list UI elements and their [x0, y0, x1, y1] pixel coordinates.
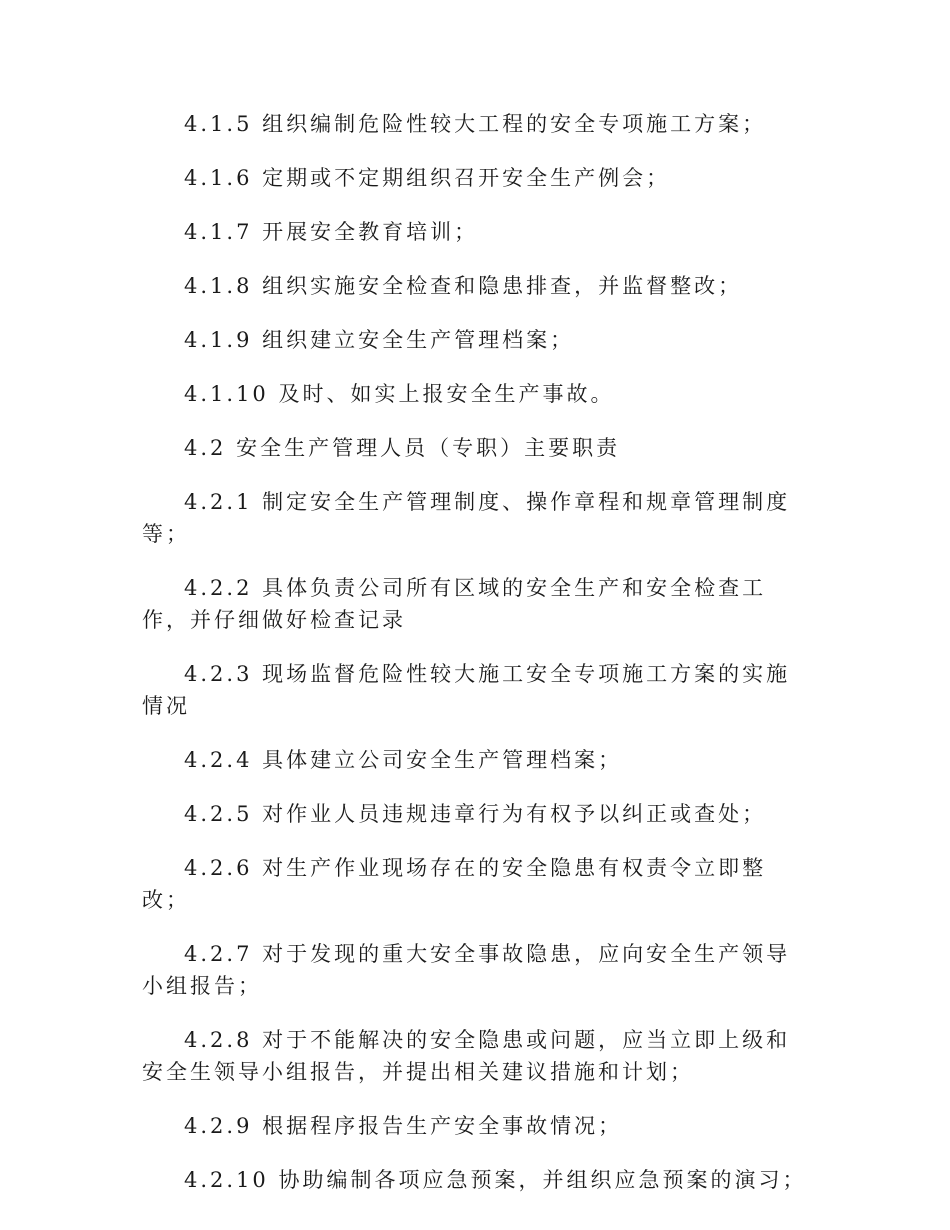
- paragraph-4-1-6: 4.1.6 定期或不定期组织召开安全生产例会；: [184, 166, 671, 190]
- section-heading-4-2: 4.2 安全生产管理人员（专职）主要职责: [184, 436, 621, 460]
- paragraph-4-2-2: 4.2.2 具体负责公司所有区域的安全生产和安全检查工作，并仔细做好检查记录: [142, 576, 767, 632]
- paragraph-4-2-7: 4.2.7 对于发现的重大安全事故隐患，应向安全生产领导小组报告；: [142, 942, 791, 998]
- paragraph-4-2-3: 4.2.3 现场监督危险性较大施工安全专项施工方案的实施情况: [142, 662, 791, 718]
- paragraph-4-1-10: 4.1.10 及时、如实上报安全生产事故。: [184, 382, 615, 406]
- document-body: [142, 108, 810, 1218]
- paragraph-4-2-1: 4.2.1 制定安全生产管理制度、操作章程和规章管理制度等；: [142, 490, 791, 546]
- paragraph-4-2-4: 4.2.4 具体建立公司安全生产管理档案；: [184, 748, 623, 772]
- paragraph-4-2-6: 4.2.6 对生产作业现场存在的安全隐患有权责令立即整改；: [142, 856, 767, 912]
- paragraph-4-2-10: 4.2.10 协助编制各项应急预案，并组织应急预案的演习；: [184, 1168, 807, 1192]
- paragraph-4-1-8: 4.1.8 组织实施安全检查和隐患排查，并监督整改；: [184, 274, 743, 298]
- paragraph-4-2-8: 4.2.8 对于不能解决的安全隐患或问题，应当立即上级和安全生领导小组报告，并提出相关建议措施和计划；: [142, 1028, 791, 1084]
- paragraph-4-1-5: 4.1.5 组织编制危险性较大工程的安全专项施工方案；: [184, 112, 767, 136]
- paragraph-4-2-5: 4.2.5 对作业人员违规违章行为有权予以纠正或查处；: [184, 802, 767, 826]
- paragraph-4-1-9: 4.1.9 组织建立安全生产管理档案；: [184, 328, 575, 352]
- paragraph-4-1-7: 4.1.7 开展安全教育培训；: [184, 220, 479, 244]
- paragraph-4-2-9: 4.2.9 根据程序报告生产安全事故情况；: [184, 1114, 623, 1138]
